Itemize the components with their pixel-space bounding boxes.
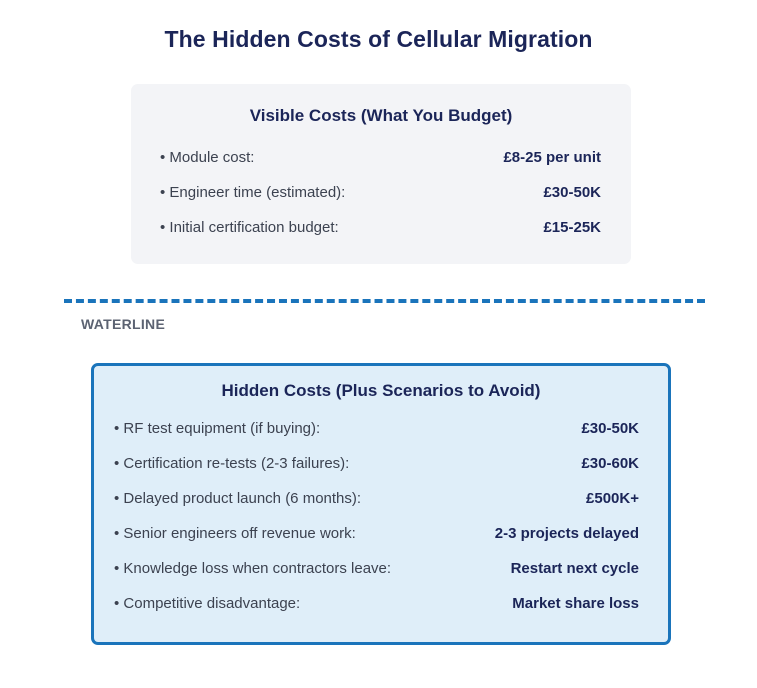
visible-cost-row [160,217,601,237]
cost-label: • Module cost: [160,148,255,166]
cost-label: • Initial certification budget: [160,218,339,236]
cost-label: • Senior engineers off revenue work: [114,524,356,542]
cost-label: • Knowledge loss when contractors leave: [114,559,392,577]
waterline-divider [64,299,705,303]
cost-label: • Competitive disadvantage: [114,594,301,612]
cost-value: Restart next cycle [510,559,639,577]
cost-value: £30-50K [543,183,601,201]
hidden-cost-row [114,418,639,438]
visible-cost-row [160,182,601,202]
cost-value: £30-50K [581,419,639,437]
visible-costs-heading: Visible Costs (What You Budget) [249,106,513,125]
hidden-cost-row [114,453,639,473]
hidden-costs-heading: Hidden Costs (Plus Scenarios to Avoid) [221,381,541,400]
hidden-cost-row [114,593,639,613]
cost-value: £15-25K [543,218,601,236]
waterline-label: WATERLINE [81,316,166,332]
hidden-cost-row [114,523,639,543]
visible-costs-panel [131,84,631,264]
cost-value: £8-25 per unit [503,148,601,166]
hidden-cost-row [114,488,639,508]
cost-label: • Engineer time (estimated): [160,183,346,201]
visible-cost-row [160,147,601,167]
cost-value: Market share loss [512,594,639,612]
hidden-costs-panel [91,363,671,645]
hidden-cost-row [114,558,639,578]
page-title: The Hidden Costs of Cellular Migration [164,26,593,52]
cost-value: £30-60K [581,454,639,472]
cost-label: • Certification re-tests (2-3 failures): [114,454,350,472]
cost-label: • Delayed product launch (6 months): [114,489,362,507]
cost-value: 2-3 projects delayed [494,524,639,542]
cost-label: • RF test equipment (if buying): [114,419,321,437]
cost-value: £500K+ [586,489,639,507]
